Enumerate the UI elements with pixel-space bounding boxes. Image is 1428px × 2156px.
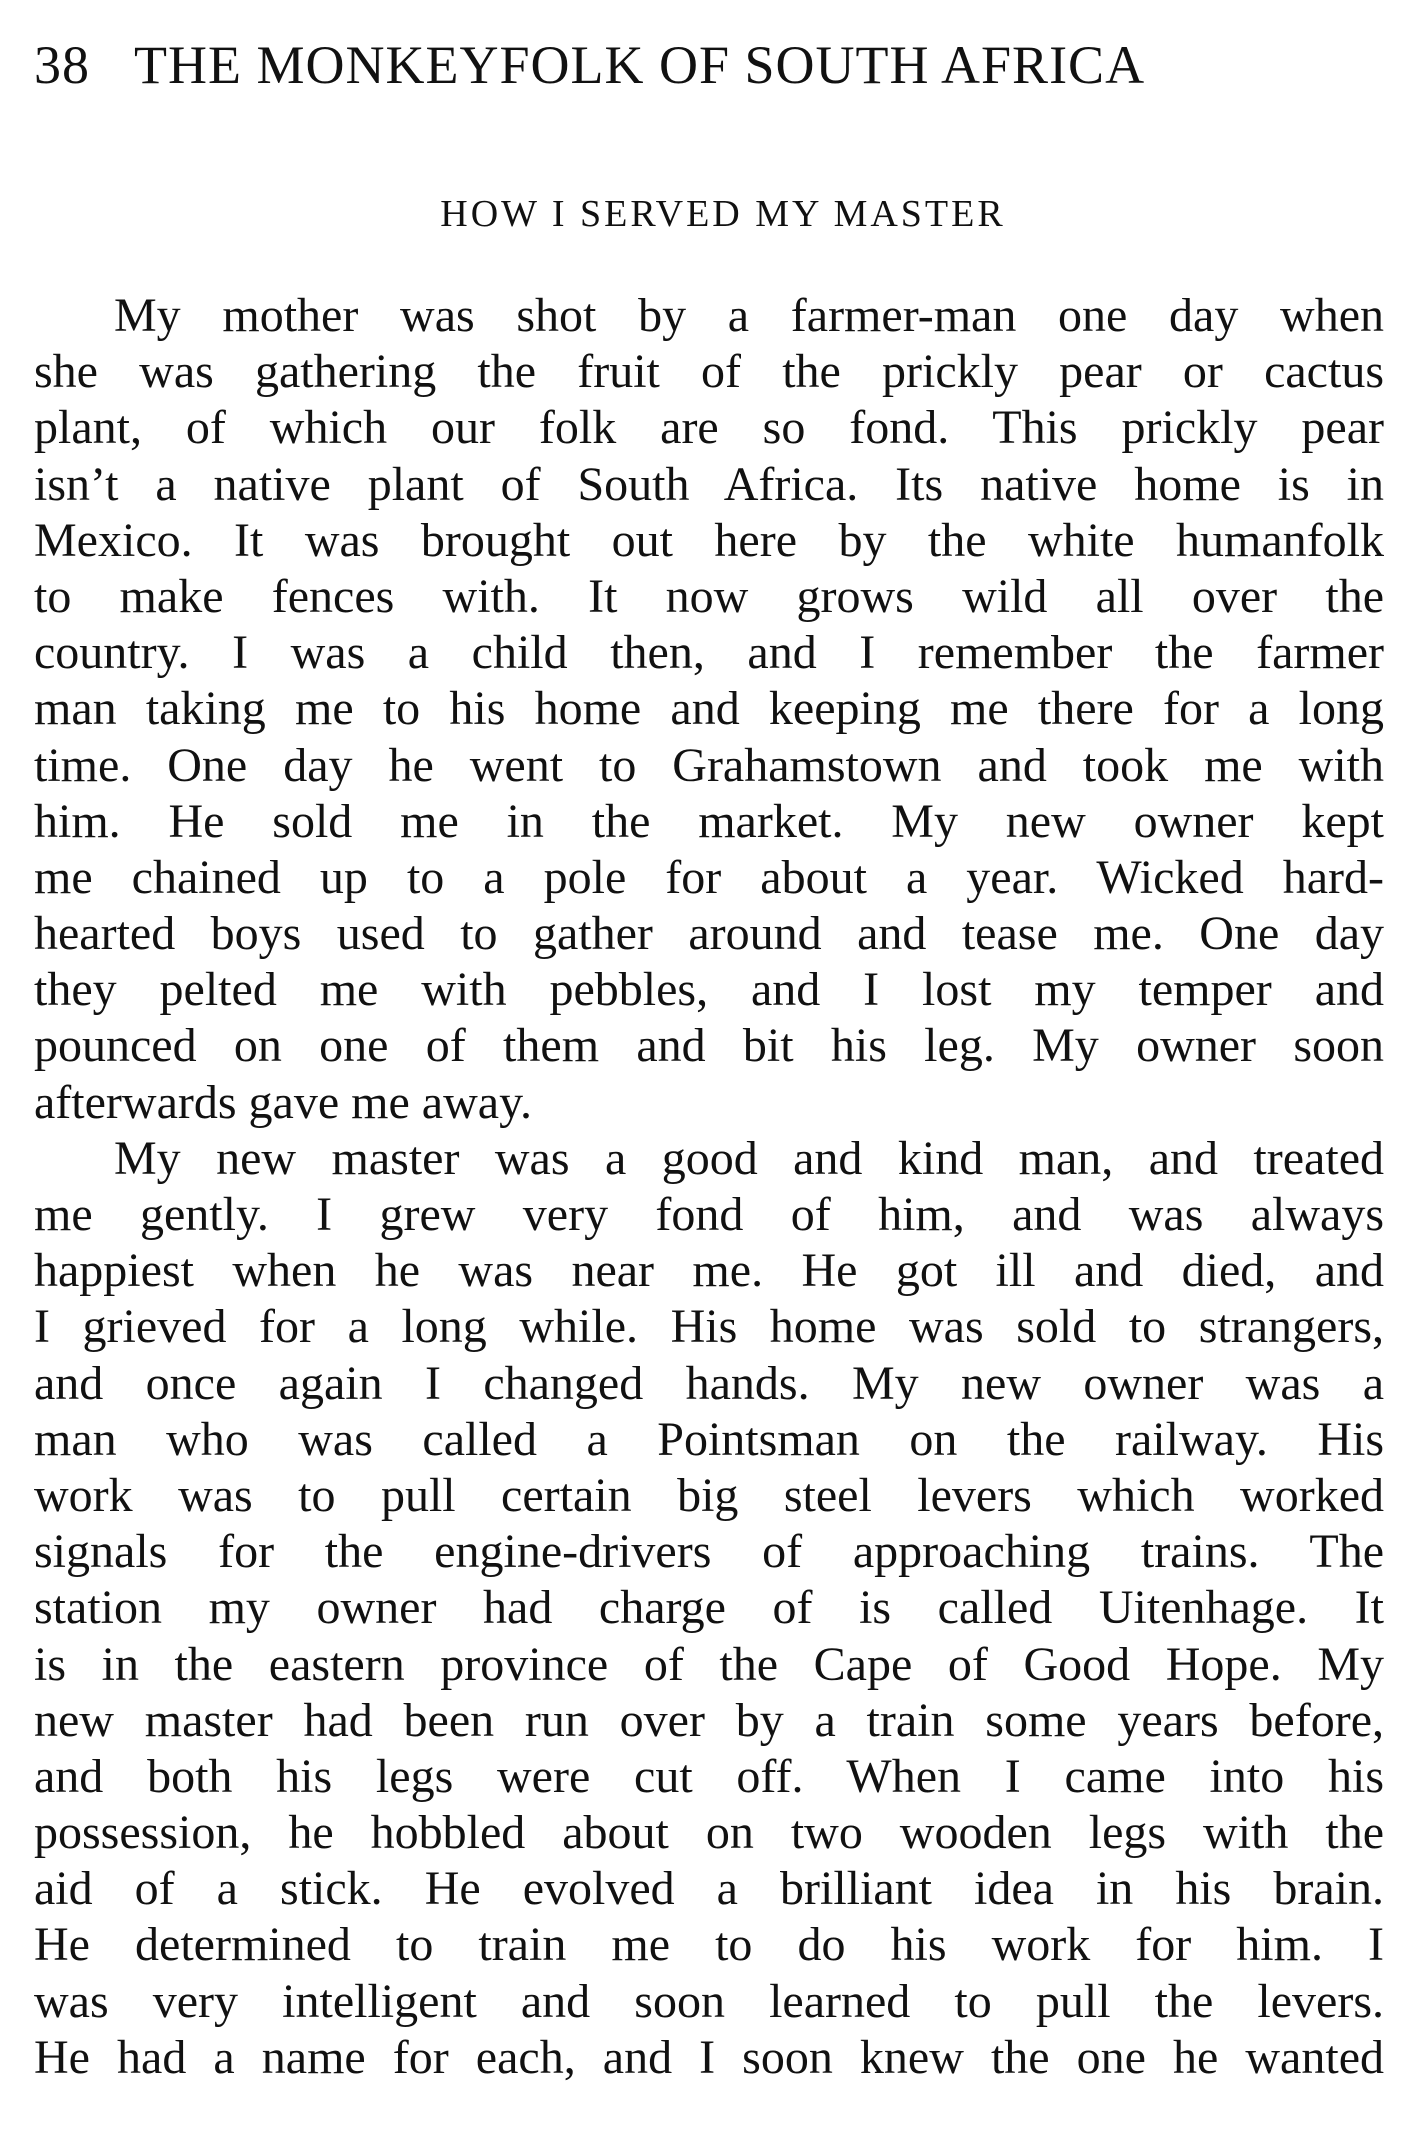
- book-page: [34, 0, 1384, 2156]
- text-line: hearted boys used to gather around and tease me. One day: [34, 907, 1384, 961]
- text-line: afterwards gave me away.: [34, 1075, 532, 1129]
- text-line: man taking me to his home and keeping me there for a long: [34, 682, 1384, 736]
- text-line: they pelted me with pebbles, and I lost my temper and: [34, 963, 1384, 1017]
- text-line: new master had been run over by a train some years before,: [34, 1693, 1384, 1747]
- text-line: My new master was a good and kind man, and treated: [114, 1131, 1384, 1185]
- text-line: to make fences with. It now grows wild all over the: [34, 569, 1384, 623]
- text-line: signals for the engine-drivers of approaching trains. The: [34, 1525, 1384, 1579]
- text-line: country. I was a child then, and I remember the farmer: [34, 626, 1384, 680]
- text-line: was very intelligent and soon learned to pull the levers.: [34, 1974, 1384, 2028]
- text-line: me gently. I grew very fond of him, and was always: [34, 1188, 1384, 1241]
- text-line: is in the eastern province of the Cape of Good Hope. My: [34, 1637, 1384, 1691]
- text-line: Mexico. It was brought out here by the white humanfolk: [34, 513, 1384, 567]
- text-line: work was to pull certain big steel levers which worked: [34, 1468, 1384, 1522]
- text-line: time. One day he went to Grahamstown and took me with: [34, 738, 1384, 792]
- text-line: isn’t a native plant of South Africa. Its native home is in: [34, 457, 1384, 511]
- body-text: [34, 288, 1384, 2086]
- text-line: happiest when he was near me. He got ill and died, and: [34, 1244, 1384, 1298]
- page-number: 38: [34, 35, 90, 95]
- text-line: and once again I changed hands. My new owner was a: [34, 1356, 1384, 1410]
- text-line: she was gathering the fruit of the prickly pear or cactus: [34, 345, 1384, 399]
- text-line: aid of a stick. He evolved a brilliant idea in his brain.: [34, 1862, 1384, 1916]
- text-line: He determined to train me to do his work for him. I: [34, 1918, 1384, 1972]
- text-line: station my owner had charge of is called Uitenhage. It: [34, 1581, 1384, 1635]
- text-line: My mother was shot by a farmer-man one day when: [114, 289, 1384, 342]
- text-line: and both his legs were cut off. When I came into his: [34, 1749, 1384, 1803]
- paragraph: [34, 288, 1384, 1131]
- text-line: man who was called a Pointsman on the railway. His: [34, 1412, 1384, 1466]
- paragraph: [34, 1131, 1384, 2086]
- chapter-title: HOW I SERVED MY MASTER: [440, 193, 1006, 235]
- running-title: THE MONKEYFOLK OF SOUTH AFRICA: [134, 35, 1146, 95]
- running-head: [34, 30, 1384, 100]
- text-line: possession, he hobbled about on two wooden legs with the: [34, 1806, 1384, 1860]
- text-line: me chained up to a pole for about a year. Wicked hard-: [34, 850, 1384, 904]
- text-line: I grieved for a long while. His home was sold to strangers,: [34, 1300, 1384, 1354]
- text-line: him. He sold me in the market. My new owner kept: [34, 794, 1384, 848]
- text-line: pounced on one of them and bit his leg. My owner soon: [34, 1019, 1384, 1073]
- text-line: plant, of which our folk are so fond. This prickly pear: [34, 401, 1384, 455]
- text-line: He had a name for each, and I soon knew the one he wanted: [34, 2030, 1384, 2084]
